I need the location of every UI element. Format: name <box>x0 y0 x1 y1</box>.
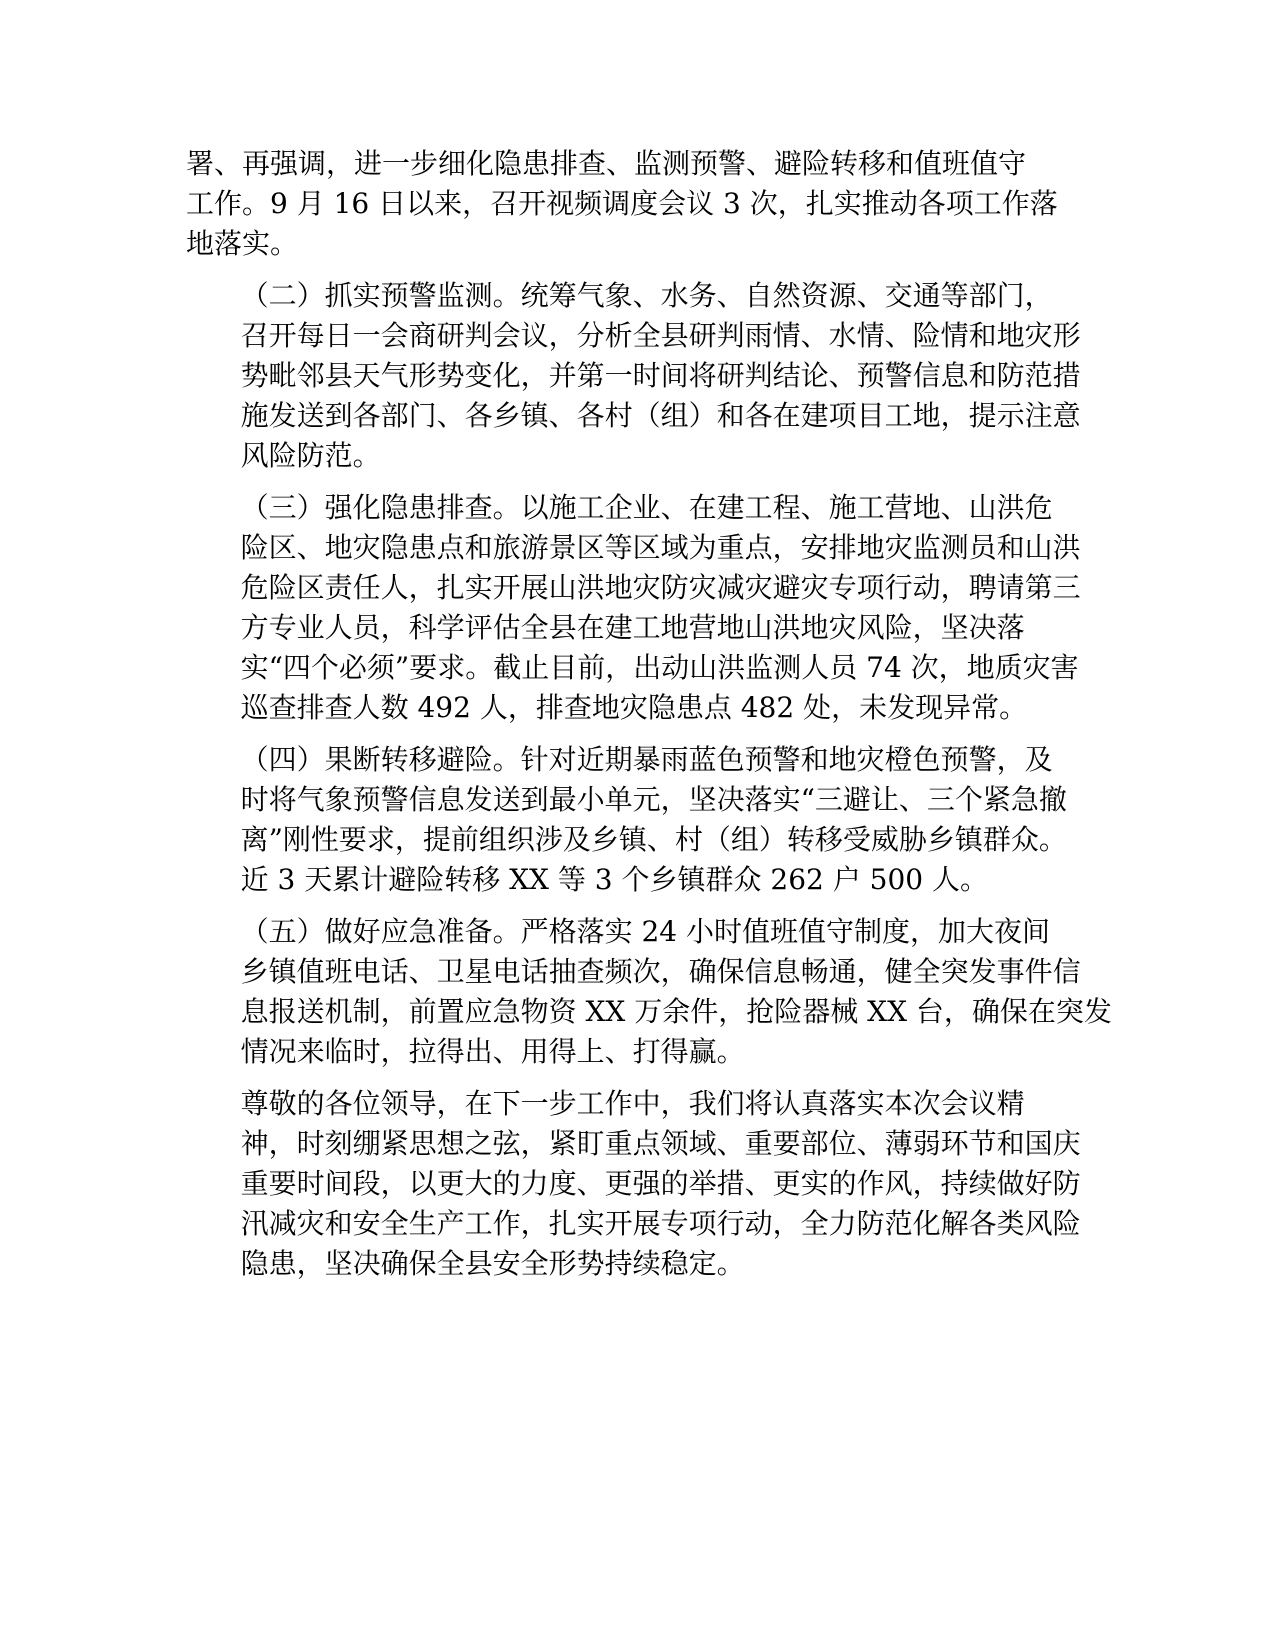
document-body <box>186 144 1112 1296</box>
paragraph <box>186 488 1086 728</box>
paragraph-line: 署、再强调，进一步细化隐患排查、监测预警、避险转移和值班值守 <box>186 147 1027 180</box>
paragraph <box>186 144 1086 264</box>
paragraph-line: 召开每日一会商研判会议，分析全县研判雨情、水情、险情和地灾形 <box>240 319 1081 352</box>
paragraph-line: 时将气象预警信息发送到最小单元，坚决落实“三避让、三个紧急撤 <box>240 783 1067 816</box>
paragraph <box>186 740 1086 900</box>
paragraph-line: 乡镇值班电话、卫星电话抽查频次，确保信息畅通，健全突发事件信 <box>240 955 1081 988</box>
paragraph-line: 巡查排查人数 492 人，排查地灾隐患点 482 处，未发现异常。 <box>240 691 1028 724</box>
paragraph-line: 尊敬的各位领导，在下一步工作中，我们将认真落实本次会议精 <box>240 1087 1025 1120</box>
paragraph-line: 危险区责任人，扎实开展山洪地灾防灾减灾避灾专项行动，聘请第三 <box>240 571 1081 604</box>
paragraph-line: 离”刚性要求，提前组织涉及乡镇、村（组）转移受威胁乡镇群众。 <box>240 823 1067 856</box>
paragraph <box>186 1084 1086 1284</box>
paragraph-line: 风险防范。 <box>240 439 381 472</box>
paragraph-line: （三）强化隐患排查。以施工企业、在建工程、施工营地、山洪危 <box>240 491 1053 524</box>
paragraph-line: 重要时间段，以更大的力度、更强的举措、更实的作风，持续做好防 <box>240 1167 1081 1200</box>
paragraph-line: 隐患，坚决确保全县安全形势持续稳定。 <box>240 1247 745 1280</box>
paragraph-line: 近 3 天累计避险转移 XX 等 3 个乡镇群众 262 户 500 人。 <box>240 863 988 896</box>
paragraph-line: 险区、地灾隐患点和旅游景区等区域为重点，安排地灾监测员和山洪 <box>240 531 1081 564</box>
paragraph <box>186 912 1112 1072</box>
paragraph-line: （二）抓实预警监测。统筹气象、水务、自然资源、交通等部门， <box>240 279 1053 312</box>
paragraph-line: （四）果断转移避险。针对近期暴雨蓝色预警和地灾橙色预警，及 <box>240 743 1053 776</box>
paragraph-line: 施发送到各部门、各乡镇、各村（组）和各在建项目工地，提示注意 <box>240 399 1081 432</box>
paragraph-line: 地落实。 <box>186 227 299 260</box>
paragraph-line: 实“四个必须”要求。截止目前，出动山洪监测人员 74 次，地质灾害 <box>240 651 1079 684</box>
paragraph-line: 息报送机制，前置应急物资 XX 万余件，抢险器械 XX 台，确保在突发 <box>240 995 1112 1028</box>
paragraph-line: （五）做好应急准备。严格落实 24 小时值班值守制度，加大夜间 <box>240 915 1051 948</box>
paragraph-line: 神，时刻绷紧思想之弦，紧盯重点领域、重要部位、薄弱环节和国庆 <box>240 1127 1081 1160</box>
paragraph-line: 工作。9 月 16 日以来，召开视频调度会议 3 次，扎实推动各项工作落 <box>186 187 1058 220</box>
paragraph-line: 汛减灾和安全生产工作，扎实开展专项行动，全力防范化解各类风险 <box>240 1207 1081 1240</box>
paragraph-line: 方专业人员，科学评估全县在建工地营地山洪地灾风险，坚决落 <box>240 611 1025 644</box>
paragraph-line: 情况来临时，拉得出、用得上、打得赢。 <box>240 1035 745 1068</box>
paragraph-line: 势毗邻县天气形势变化，并第一时间将研判结论、预警信息和防范措 <box>240 359 1081 392</box>
paragraph <box>186 276 1086 476</box>
